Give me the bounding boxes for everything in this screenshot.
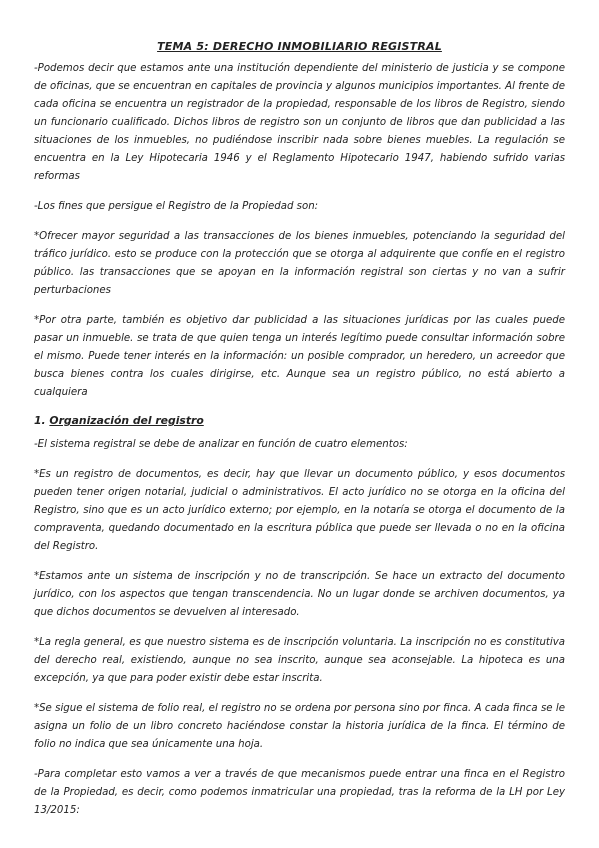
- paragraph-inmatriculacion: -Para completar esto vamos a ver a través de que mecanismos puede entrar una finca en el Registro de la Propiedad, es decir, como podemos inmatricular una propiedad, tras la reforma de la LH por Ley 13/2015:: [34, 769, 565, 816]
- paragraph-folio-real: *Se sigue el sistema de folio real, el registro no se ordena por persona sino por finca. A cada finca se le asigna un folio de un libro concreto haciéndose constar la historia jurídica de la finca. El término de folio no indica que sea únicamente una hoja.: [34, 703, 565, 750]
- section-number: 1.: [34, 414, 46, 427]
- paragraph-fines-intro: -Los fines que persigue el Registro de la Propiedad son:: [34, 201, 319, 212]
- paragraph-sistema-inscripcion: *Estamos ante un sistema de inscripción y no de transcripción. Se hace un extracto del documento jurídico, con los aspectos que tengan transcendencia. No un lugar donde se archiven documentos, ya que dichos documentos se devuelven al interesado.: [34, 571, 565, 618]
- paragraph-registro-documentos: *Es un registro de documentos, es decir, hay que llevar un documento público, y esos documentos pueden tener origen notarial, judicial o administrativos. El acto jurídico no se otorga en la oficina del Registro, sino que es un acto jurídico externo; por ejemplo, en la notaría se otorga el documento de la compraventa, quedando documentado en la escritura pública que puede ser llevada o no en la oficina del Registro.: [34, 469, 565, 552]
- paragraph-fin-seguridad: *Ofrecer mayor seguridad a las transacciones de los bienes inmuebles, potenciando la seguridad del tráfico jurídico. esto se produce con la protección que se otorga al adquirente que confíe en el registro público. las transacciones que se apoyan en la información registral son ciertas y no van a sufrir perturbaciones: [34, 231, 565, 296]
- paragraph-intro: -Podemos decir que estamos ante una institución dependiente del ministerio de justicia y se compone de oficinas, que se encuentran en capitales de provincia y algunos municipios importantes. Al frente de cada oficina se encuentra un registrador de la propiedad, responsable de los libros de Registro, siendo un funcionario cualificado. Dichos libros de registro son un conjunto de libros que dan publicidad a las situaciones de los inmuebles, no pudiéndose inscribir nada sobre bienes muebles. La regulación se encuentra en la Ley Hipotecaria 1946 y el Reglamento Hipotecario 1947, habiendo sufrido varias reformas: [34, 63, 565, 182]
- section-title: Organización del registro: [49, 414, 204, 427]
- section-heading: [34, 412, 565, 430]
- document-title: TEMA 5: DERECHO INMOBILIARIO REGISTRAL: [157, 40, 442, 53]
- paragraph-fin-publicidad: *Por otra parte, también es objetivo dar publicidad a las situaciones jurídicas por las cuales puede pasar un inmueble. se trata de que quien tenga un interés legítimo puede consultar información sobre el mismo. Puede tener interés en la información: un posible comprador, un heredero, un acreedor que busca bienes contra los cuales dirigirse, etc. Aunque sea un registro público, no está abierto a cualquiera: [34, 315, 565, 398]
- paragraph-elementos-intro: -El sistema registral se debe de analizar en función de cuatro elementos:: [34, 439, 408, 450]
- paragraph-inscripcion-voluntaria: *La regla general, es que nuestro sistema es de inscripción voluntaria. La inscripción no es constitutiva del derecho real, existiendo, aunque no sea inscrito, aunque sea aconsejable. La hipoteca es una excepción, ya que para poder existir debe estar inscrita.: [34, 637, 565, 684]
